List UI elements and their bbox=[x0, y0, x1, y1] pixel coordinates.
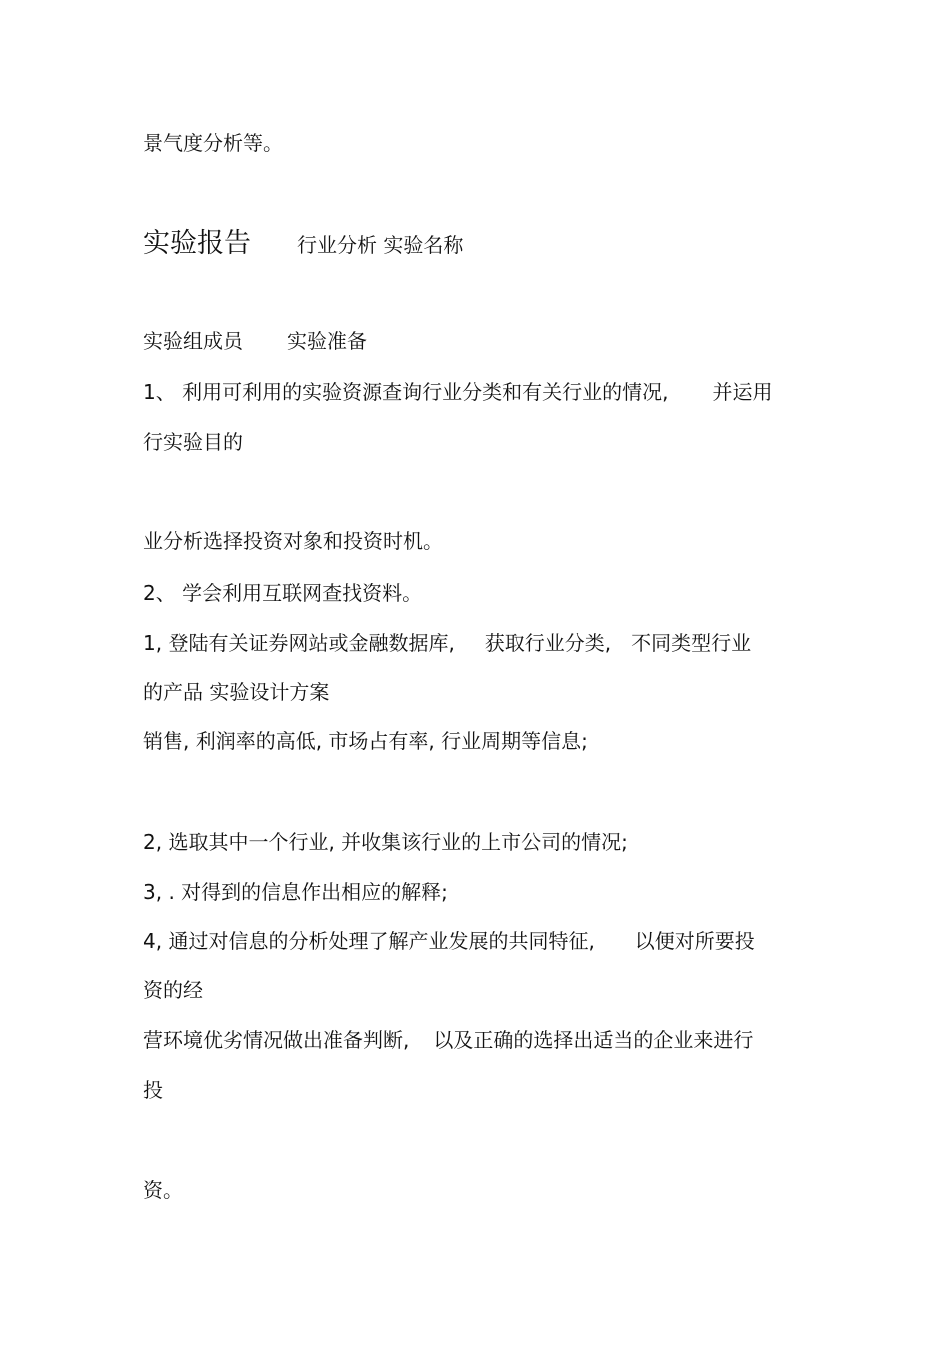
text-line: 销售, 利润率的高低, 市场占有率, 行业周期等信息; bbox=[143, 729, 588, 753]
text-span: 不同类型行业 bbox=[631, 631, 752, 655]
text-line: 资的经 bbox=[143, 978, 203, 1002]
text-line bbox=[143, 630, 751, 656]
prep-label: 实验准备 bbox=[287, 329, 367, 353]
text-line bbox=[143, 328, 367, 354]
text-line: 的产品 实验设计方案 bbox=[143, 680, 330, 704]
text-line: 景气度分析等。 bbox=[143, 131, 283, 155]
text-line: 2、 学会利用互联网查找资料。 bbox=[143, 581, 423, 605]
text-span: 4, 通过对信息的分析处理了解产业发展的共同特征, bbox=[143, 929, 595, 953]
text-line: 2, 选取其中一个行业, 并收集该行业的上市公司的情况; bbox=[143, 830, 628, 854]
text-span: 并运用 bbox=[712, 380, 773, 404]
members-label: 实验组成员 bbox=[143, 329, 243, 353]
report-title: 实验报告 bbox=[143, 228, 251, 259]
text-line: 行实验目的 bbox=[143, 430, 243, 454]
report-subtitle: 行业分析 实验名称 bbox=[297, 233, 464, 257]
text-span: 营环境优劣情况做出准备判断, bbox=[143, 1028, 410, 1052]
text-line: 业分析选择投资对象和投资时机。 bbox=[143, 529, 443, 553]
text-line: 资。 bbox=[143, 1178, 183, 1202]
text-span: 1, 登陆有关证券网站或金融数据库, bbox=[143, 631, 455, 655]
text-line bbox=[143, 379, 772, 405]
text-line bbox=[143, 1027, 753, 1053]
text-span: 获取行业分类, bbox=[484, 631, 612, 655]
text-span: 以便对所要投 bbox=[634, 929, 755, 953]
text-line bbox=[143, 928, 755, 954]
text-line: 投 bbox=[143, 1078, 163, 1102]
report-heading bbox=[143, 227, 463, 261]
text-span: 1、 利用可利用的实验资源查询行业分类和有关行业的情况, bbox=[143, 380, 669, 404]
text-span: 以及正确的选择出适当的企业来进行 bbox=[433, 1028, 754, 1052]
text-line: 3, . 对得到的信息作出相应的解释; bbox=[143, 880, 448, 904]
